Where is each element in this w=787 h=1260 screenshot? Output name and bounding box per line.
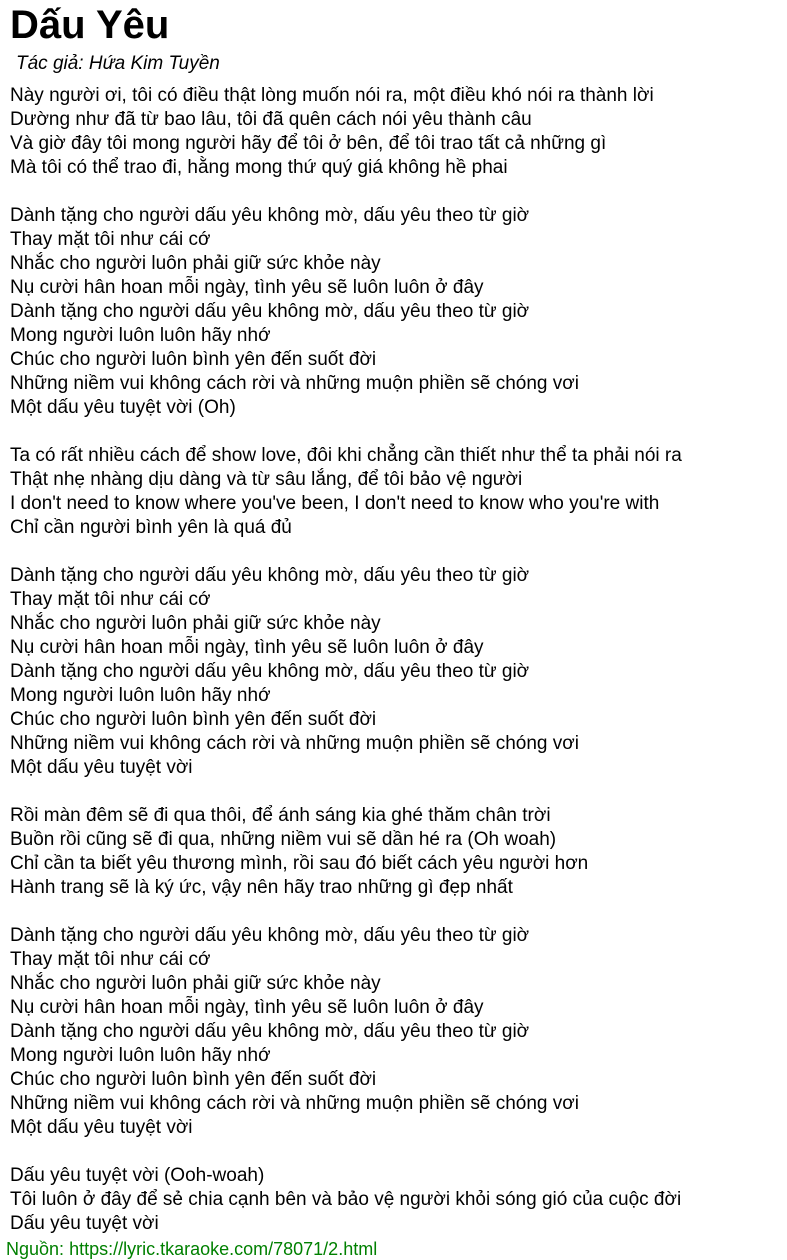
lyric-line: Ta có rất nhiều cách để show love, đôi khi chẳng cần thiết như thể ta phải nói ra <box>10 445 682 466</box>
source-url-link[interactable]: https://lyric.tkaraoke.com/78071/2.html <box>69 1239 378 1259</box>
lyric-line: Dành tặng cho người dấu yêu không mờ, dấu yêu theo từ giờ <box>10 1021 530 1042</box>
lyric-line: Và giờ đây tôi mong người hãy để tôi ở bên, để tôi trao tất cả những gì <box>10 133 607 154</box>
lyric-line: Dành tặng cho người dấu yêu không mờ, dấu yêu theo từ giờ <box>10 925 530 946</box>
lyric-line: Một dấu yêu tuyệt vời (Oh) <box>10 397 236 418</box>
lyric-line: Mong người luôn luôn hãy nhớ <box>10 685 271 706</box>
lyric-line: Chúc cho người luôn bình yên đến suốt đời <box>10 349 377 370</box>
lyric-line: Rồi màn đêm sẽ đi qua thôi, để ánh sáng kia ghé thăm chân trời <box>10 805 551 826</box>
lyric-line: Này người ơi, tôi có điều thật lòng muốn nói ra, một điều khó nói ra thành lời <box>10 85 654 106</box>
lyrics-body <box>10 84 781 1236</box>
lyric-line: Thay mặt tôi như cái cớ <box>10 949 211 970</box>
lyric-stanza <box>10 444 781 540</box>
lyric-line: Dành tặng cho người dấu yêu không mờ, dấu yêu theo từ giờ <box>10 205 530 226</box>
lyric-line: Dấu yêu tuyệt vời <box>10 1213 159 1234</box>
lyric-line: Mong người luôn luôn hãy nhớ <box>10 325 271 346</box>
lyric-line: Một dấu yêu tuyệt vời <box>10 1117 193 1138</box>
lyric-line: Nhắc cho người luôn phải giữ sức khỏe này <box>10 613 381 634</box>
lyric-stanza <box>10 804 781 900</box>
lyric-line: Những niềm vui không cách rời và những muộn phiền sẽ chóng vơi <box>10 373 579 394</box>
lyric-stanza <box>10 924 781 1140</box>
lyric-line: Tôi luôn ở đây để sẻ chia cạnh bên và bảo vệ người khỏi sóng gió của cuộc đời <box>10 1189 682 1210</box>
lyric-line: I don't need to know where you've been, I don't need to know who you're with <box>10 493 660 514</box>
lyric-line: Thay mặt tôi như cái cớ <box>10 229 211 250</box>
lyric-line: Buồn rồi cũng sẽ đi qua, những niềm vui sẽ dần hé ra (Oh woah) <box>10 829 557 850</box>
source-label: Nguồn: <box>6 1239 65 1259</box>
lyric-line: Những niềm vui không cách rời và những muộn phiền sẽ chóng vơi <box>10 1093 579 1114</box>
lyric-line: Chỉ cần ta biết yêu thương mình, rồi sau đó biết cách yêu người hơn <box>10 853 589 874</box>
page-title: Dấu Yêu <box>10 3 170 47</box>
lyric-line: Nụ cười hân hoan mỗi ngày, tình yêu sẽ luôn luôn ở đây <box>10 997 484 1018</box>
lyric-line: Chỉ cần người bình yên là quá đủ <box>10 517 292 538</box>
lyric-line: Dành tặng cho người dấu yêu không mờ, dấu yêu theo từ giờ <box>10 301 530 322</box>
lyric-line: Thay mặt tôi như cái cớ <box>10 589 211 610</box>
lyric-line: Một dấu yêu tuyệt vời <box>10 757 193 778</box>
lyric-line: Nụ cười hân hoan mỗi ngày, tình yêu sẽ luôn luôn ở đây <box>10 637 484 658</box>
lyric-line: Mong người luôn luôn hãy nhớ <box>10 1045 271 1066</box>
lyric-line: Mà tôi có thể trao đi, hằng mong thứ quý giá không hề phai <box>10 157 508 178</box>
lyric-line: Những niềm vui không cách rời và những muộn phiền sẽ chóng vơi <box>10 733 579 754</box>
lyric-line: Thật nhẹ nhàng dịu dàng và từ sâu lắng, để tôi bảo vệ người <box>10 469 523 490</box>
lyric-line: Chúc cho người luôn bình yên đến suốt đời <box>10 1069 377 1090</box>
lyric-stanza <box>10 564 781 780</box>
lyric-stanza <box>10 84 781 180</box>
lyric-stanza <box>10 1164 781 1236</box>
lyric-line: Dành tặng cho người dấu yêu không mờ, dấu yêu theo từ giờ <box>10 565 530 586</box>
lyric-line: Dấu yêu tuyệt vời (Ooh-woah) <box>10 1165 265 1186</box>
lyric-line: Chúc cho người luôn bình yên đến suốt đời <box>10 709 377 730</box>
lyric-line: Nhắc cho người luôn phải giữ sức khỏe này <box>10 253 381 274</box>
lyric-line: Hành trang sẽ là ký ức, vậy nên hãy trao những gì đẹp nhất <box>10 877 513 898</box>
author-line: Tác giả: Hứa Kim Tuyền <box>16 53 220 74</box>
lyric-stanza <box>10 204 781 420</box>
lyric-line: Dường như đã từ bao lâu, tôi đã quên cách nói yêu thành câu <box>10 109 532 130</box>
lyric-line: Nhắc cho người luôn phải giữ sức khỏe này <box>10 973 381 994</box>
source-line <box>6 1238 781 1260</box>
lyric-line: Nụ cười hân hoan mỗi ngày, tình yêu sẽ luôn luôn ở đây <box>10 277 484 298</box>
lyric-line: Dành tặng cho người dấu yêu không mờ, dấu yêu theo từ giờ <box>10 661 530 682</box>
